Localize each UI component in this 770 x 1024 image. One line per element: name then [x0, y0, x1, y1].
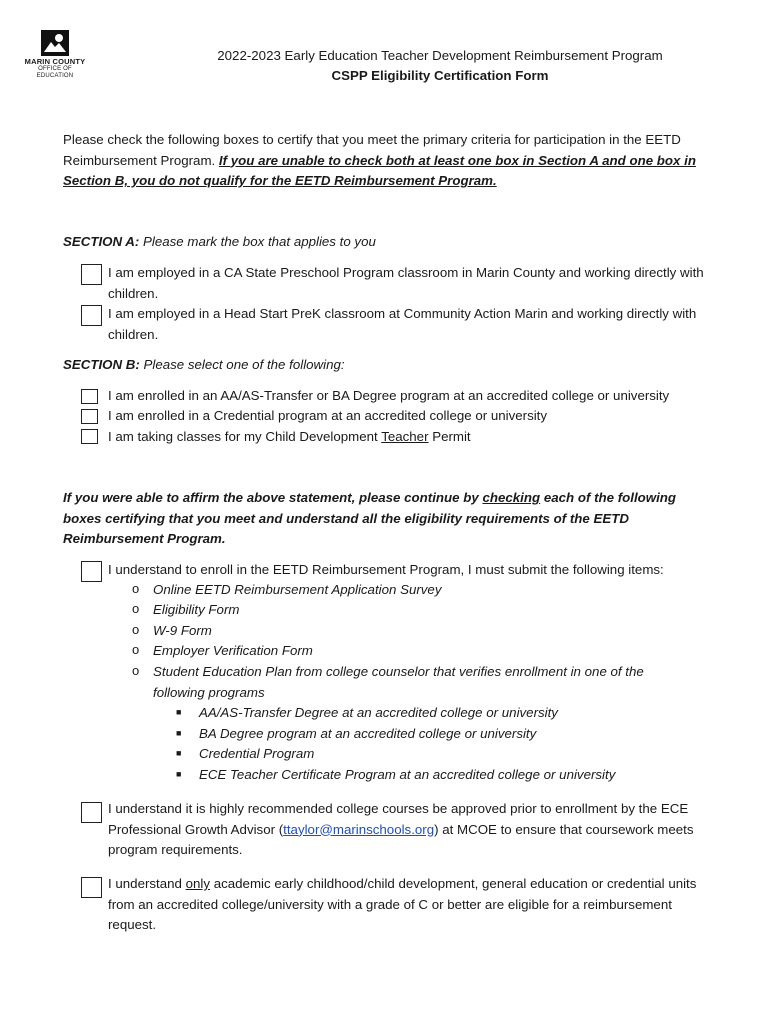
understand-2-prefix: I understand it is highly recommended college courses be approved prior to enrollment by the ECE Professional Growth Advisor (	[108, 801, 689, 837]
intro-text: Please check the following boxes to certify that you meet the primary criteria for participation in the EETD Reimbursement Program.	[63, 132, 681, 168]
list-bullet: ■	[176, 748, 182, 758]
understand-2-checkbox[interactable]	[81, 802, 102, 823]
understand-2-text	[108, 799, 718, 861]
section-a-item-1: I am employed in a CA State Preschool Program classroom in Marin County and working directly with children.	[108, 265, 704, 301]
understand-3-text	[108, 874, 708, 936]
section-a-instruction: Please mark the box that applies to you	[139, 234, 376, 249]
page-title: 2022-2023 Early Education Teacher Development Reimbursement Program	[217, 48, 663, 63]
required-item-4: Employer Verification Form	[153, 643, 313, 658]
affirm-text: If you were able to affirm the above statement, please continue by	[63, 490, 483, 505]
list-bullet: o	[132, 581, 140, 596]
form-subtitle: CSPP Eligibility Certification Form	[331, 68, 549, 83]
intro-emphasis: If you are unable to check both at least one box in Section A and one box in Section B, you do not qualify for the EETD Reimbursement Program.	[63, 152, 696, 188]
section-a-item-2: I am employed in a Head Start PreK classroom at Community Action Marin and working directly with children.	[108, 306, 697, 342]
intro-paragraph	[63, 130, 703, 192]
section-b-item-3-underlined: Teacher	[381, 429, 429, 444]
section-b-label: SECTION B:	[63, 357, 140, 372]
section-b-item-3-text: I am taking classes for my Child Development	[108, 429, 382, 444]
understand-3-checkbox[interactable]	[81, 877, 102, 898]
list-bullet: o	[132, 642, 140, 657]
logo-emblem-icon	[41, 30, 69, 56]
section-b-item-3-suffix: Permit	[428, 429, 471, 444]
list-bullet: ■	[176, 769, 182, 779]
section-b-item-3	[108, 427, 708, 448]
affirm-underlined: checking	[482, 490, 541, 505]
list-bullet: ■	[176, 728, 182, 738]
list-bullet: o	[132, 663, 140, 678]
section-b-checkbox-1[interactable]	[81, 389, 98, 404]
required-item-2: Eligibility Form	[153, 602, 240, 617]
understand-2-suffix: ) at MCOE to ensure that coursework meets program requirements.	[108, 821, 694, 857]
marin-county-logo	[22, 30, 88, 80]
section-a-checkbox-2[interactable]	[81, 305, 102, 326]
required-item-1: Online EETD Reimbursement Application Survey	[153, 582, 442, 597]
affirm-suffix: each of the following boxes certifying that you meet and understand all the eligibility requirements of the EETD Reimbursement Program.	[63, 490, 677, 546]
advisor-email-link[interactable]: ttaylor@marinschools.org	[283, 821, 435, 837]
section-b-heading	[63, 355, 345, 376]
section-b-checkbox-3[interactable]	[81, 429, 98, 444]
section-b-instruction: Please select one of the following:	[139, 357, 345, 372]
program-item-3: Credential Program	[199, 746, 315, 761]
list-bullet: o	[132, 622, 140, 637]
understand-1-text: I understand to enroll in the EETD Reimbursement Program, I must submit the following items:	[108, 562, 664, 577]
list-bullet: o	[132, 601, 140, 616]
program-item-1: AA/AS-Transfer Degree at an accredited college or university	[199, 705, 558, 720]
understand-3-underlined: only	[185, 876, 211, 891]
section-a-heading	[63, 232, 376, 253]
understand-3-prefix: I understand	[108, 876, 186, 891]
understand-1-checkbox[interactable]	[81, 561, 102, 582]
required-item-3: W-9 Form	[153, 623, 212, 638]
section-a-checkbox-1[interactable]	[81, 264, 102, 285]
logo-line1: MARIN COUNTY	[24, 57, 86, 66]
understand-3-suffix: academic early childhood/child development, general education or credential units from an accredited college/university with a grade of C or better are eligible for a reimbursement request.	[108, 876, 697, 932]
program-item-2: BA Degree program at an accredited college or university	[199, 726, 537, 741]
section-a-label: SECTION A:	[63, 234, 140, 249]
section-b-item-2: I am enrolled in a Credential program at an accredited college or university	[108, 408, 548, 423]
logo-line2: OFFICE OF EDUCATION	[36, 66, 74, 79]
list-bullet: ■	[176, 707, 182, 717]
section-b-item-1: I am enrolled in an AA/AS-Transfer or BA Degree program at an accredited college or university	[108, 388, 670, 403]
affirm-paragraph	[63, 488, 693, 550]
required-item-5: Student Education Plan from college counselor that verifies enrollment in one of the following programs	[153, 664, 644, 700]
program-item-4: ECE Teacher Certificate Program at an accredited college or university	[199, 767, 616, 782]
section-b-checkbox-2[interactable]	[81, 409, 98, 424]
